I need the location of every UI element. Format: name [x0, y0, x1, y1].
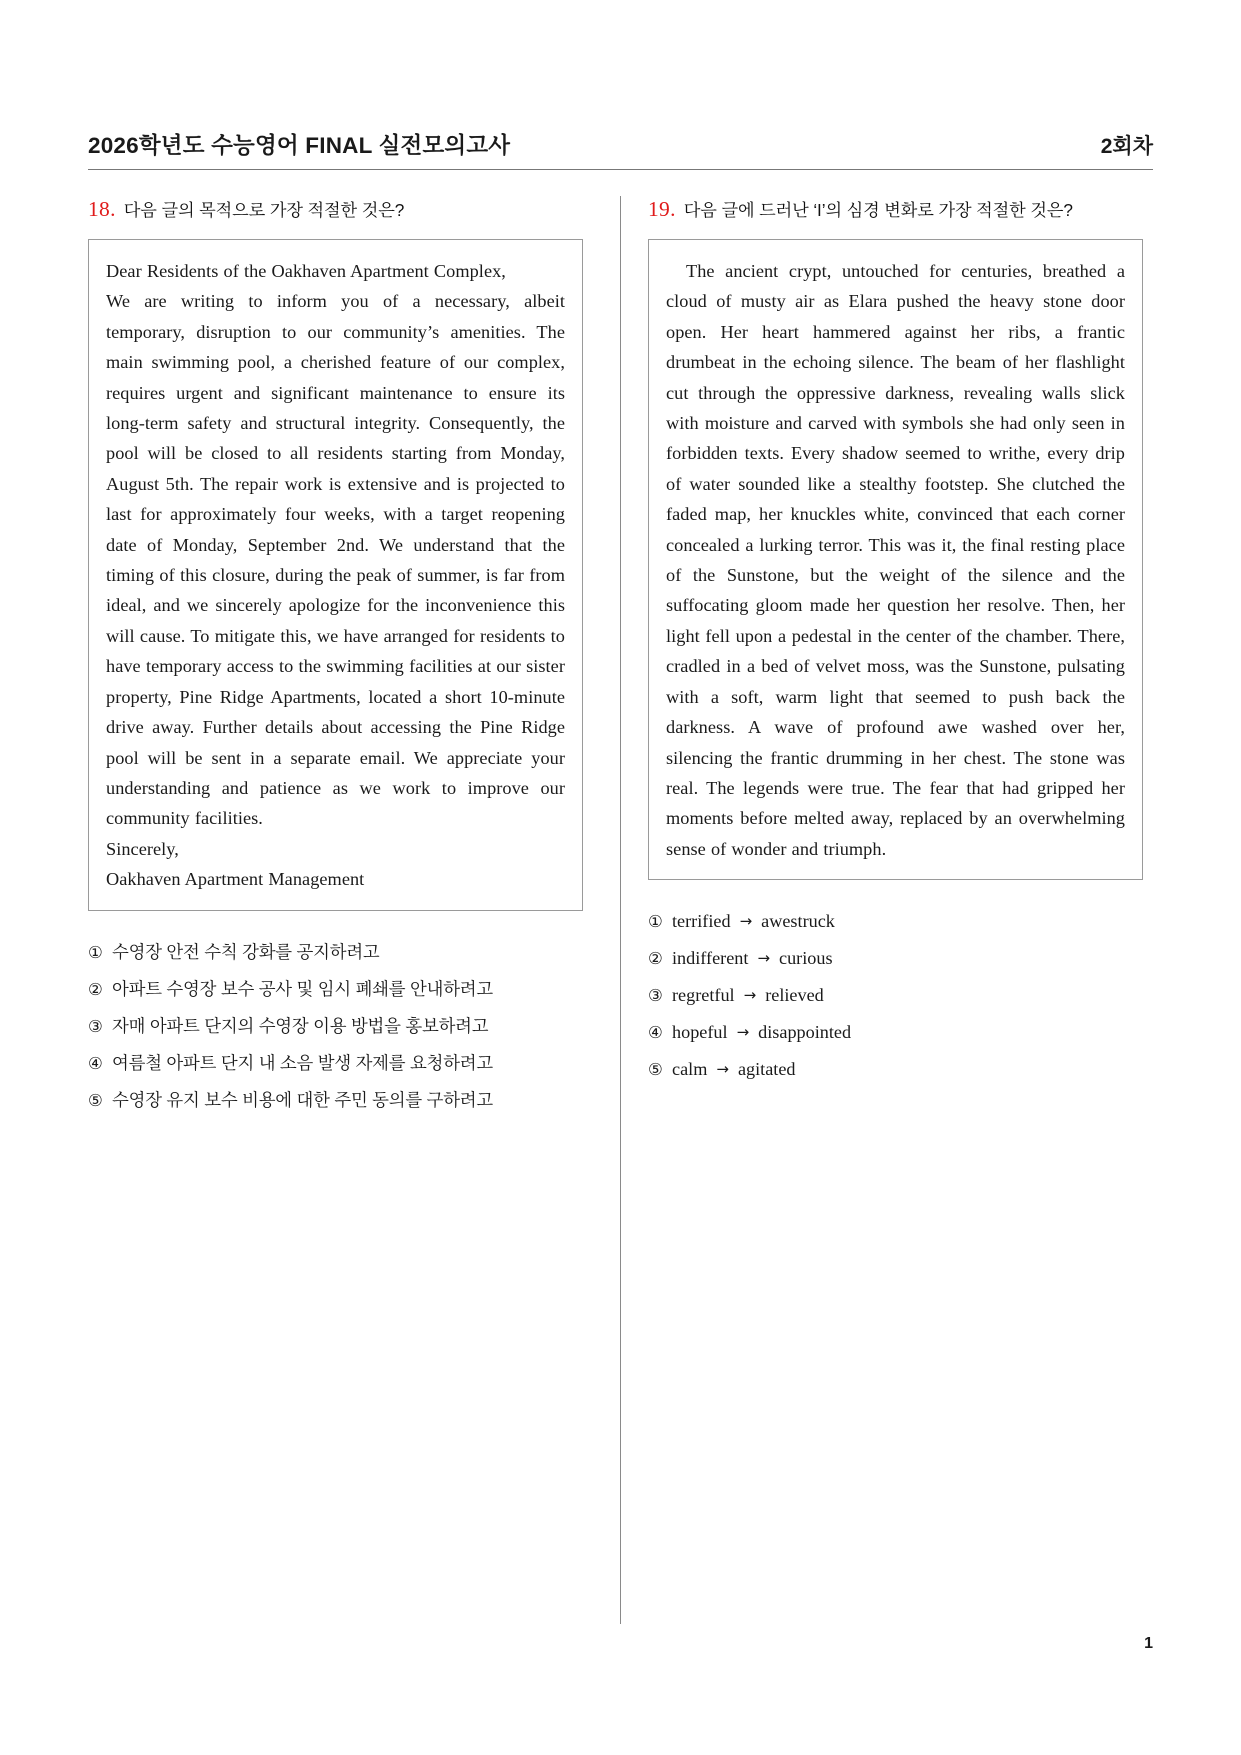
- passage-18-line-4: Oakhaven Apartment Management: [106, 869, 365, 890]
- choice-from-state: hopeful: [672, 1022, 728, 1043]
- choice-label: 수영장 안전 수칙 강화를 공지하려고: [112, 941, 380, 962]
- question-19-number: 19.: [648, 197, 676, 221]
- choice-from-state: indifferent: [672, 948, 749, 969]
- choice-label: [672, 980, 824, 1011]
- choice-to-state: relieved: [765, 985, 824, 1006]
- arrow-right-icon: →: [739, 912, 753, 931]
- question-18-passage-box: [88, 239, 583, 911]
- question-18-choices: [88, 937, 583, 1116]
- choice-from-state: calm: [672, 1059, 708, 1080]
- choice-18-4[interactable]: [88, 1048, 583, 1079]
- choice-to-state: agitated: [737, 1059, 796, 1080]
- arrow-right-icon: →: [716, 1060, 729, 1079]
- choice-to-state: curious: [779, 948, 833, 969]
- choice-label: [672, 906, 835, 937]
- choice-label: [672, 943, 833, 974]
- choice-19-2[interactable]: [648, 943, 1143, 974]
- choice-mark: ①: [648, 912, 663, 932]
- page-number: 1: [1144, 1635, 1153, 1652]
- question-18-header: [88, 196, 583, 222]
- choice-19-4[interactable]: [648, 1017, 1143, 1048]
- choice-mark: ②: [88, 979, 103, 999]
- choice-18-1[interactable]: [88, 937, 583, 968]
- passage-18-line-2: We are writing to inform you of a necessary, albeit temporary, disruption to our community’s amenities. The main swimming pool, a cherished feature of our complex, requires urgent and significant maintenance to ensure its long-term safety and structural integrity. Consequently, the pool will be closed to all residents starting from Monday, August 5th. The repair work is extensive and is projected to last for approximately four weeks, with a target reopening date of Monday, September 2nd. We understand that the timing of this closure, during the peak of summer, is far from ideal, and we sincerely apologize for the inconvenience this will cause. To mitigate this, we have arranged for residents to have temporary access to the swimming facilities at our sister property, Pine Ridge Apartments, located a short 10-minute drive away. Further details about accessing the Pine Ridge pool will be sent in a separate email. We appreciate your understanding and patience as we work to improve our community facilities.: [106, 291, 565, 829]
- column-left: [88, 196, 583, 1122]
- question-19-passage-box: [648, 239, 1143, 880]
- column-divider: [620, 196, 621, 1624]
- choice-mark: ③: [648, 986, 663, 1006]
- exam-title: 2026학년도 수능영어 FINAL 실전모의고사: [88, 133, 511, 158]
- choice-label: [672, 1017, 851, 1048]
- choice-label: 자매 아파트 단지의 수영장 이용 방법을 홍보하려고: [112, 1015, 489, 1036]
- arrow-right-icon: →: [736, 1023, 750, 1042]
- choice-label: 여름철 아파트 단지 내 소음 발생 자제를 요청하려고: [112, 1052, 494, 1073]
- passage-18-line-1: Dear Residents of the Oakhaven Apartment Complex,: [106, 261, 506, 281]
- choice-label: 수영장 유지 보수 비용에 대한 주민 동의를 구하려고: [112, 1089, 494, 1110]
- arrow-right-icon: →: [743, 986, 757, 1005]
- choice-to-state: disappointed: [758, 1022, 852, 1043]
- choice-label: [672, 1054, 796, 1085]
- column-right: [648, 196, 1143, 1091]
- question-18-number: 18.: [88, 197, 116, 221]
- choice-mark: ⑤: [648, 1060, 663, 1080]
- exam-round-label: 2회차: [1100, 135, 1153, 158]
- choice-from-state: regretful: [672, 985, 735, 1006]
- passage-18-line-3: Sincerely,: [106, 838, 179, 859]
- question-18-prompt: 다음 글의 목적으로 가장 적절한 것은?: [123, 200, 405, 220]
- arrow-right-icon: →: [757, 949, 771, 968]
- passage-19-line-1: The ancient crypt, untouched for centuries, breathed a cloud of musty air as Elara pushed the heavy stone door open. Her heart hammered against her ribs, a frantic drumbeat in the echoing silence. The beam of her flashlight cut through the oppressive darkness, revealing walls slick with moisture and carved with symbols she had only seen in forbidden texts. Every shadow seemed to writhe, every drip of water sounded like a stealthy footstep. She clutched the faded map, her knuckles white, convinced that each corner concealed a lurking terror. This was it, the final resting place of the Sunstone, but the weight of the silence and the suffocating gloom made her question her resolve. Then, her light fell upon a pedestal in the center of the chamber. There, cradled in a bed of velvet moss, was the Sunstone, pulsating with a soft, warm light that seemed to push back the darkness. A wave of profound awe washed over her, silencing the frantic drumming in her chest. The stone was real. The legends were true. The fear that had gripped her moments before melted away, replaced by an overwhelming sense of wonder and triumph.: [666, 261, 1125, 859]
- choice-18-5[interactable]: [88, 1085, 583, 1116]
- choice-to-state: awestruck: [761, 911, 835, 932]
- choice-18-2[interactable]: [88, 974, 583, 1005]
- choice-from-state: terrified: [672, 911, 731, 932]
- choice-mark: ⑤: [88, 1090, 103, 1110]
- choice-18-3[interactable]: [88, 1011, 583, 1042]
- choice-label: 아파트 수영장 보수 공사 및 임시 폐쇄를 안내하려고: [112, 978, 494, 999]
- page-header: [88, 128, 1153, 170]
- choice-mark: ④: [88, 1053, 103, 1073]
- choice-mark: ②: [648, 949, 663, 969]
- choice-19-1[interactable]: [648, 906, 1143, 937]
- question-19-prompt: 다음 글에 드러난 ‘I’의 심경 변화로 가장 적절한 것은?: [683, 200, 1073, 220]
- question-19-choices: [648, 906, 1143, 1085]
- choice-mark: ④: [648, 1023, 663, 1043]
- choice-19-3[interactable]: [648, 980, 1143, 1011]
- choice-mark: ①: [88, 942, 103, 962]
- choice-mark: ③: [88, 1016, 103, 1036]
- question-19-header: [648, 196, 1143, 222]
- choice-19-5[interactable]: [648, 1054, 1143, 1085]
